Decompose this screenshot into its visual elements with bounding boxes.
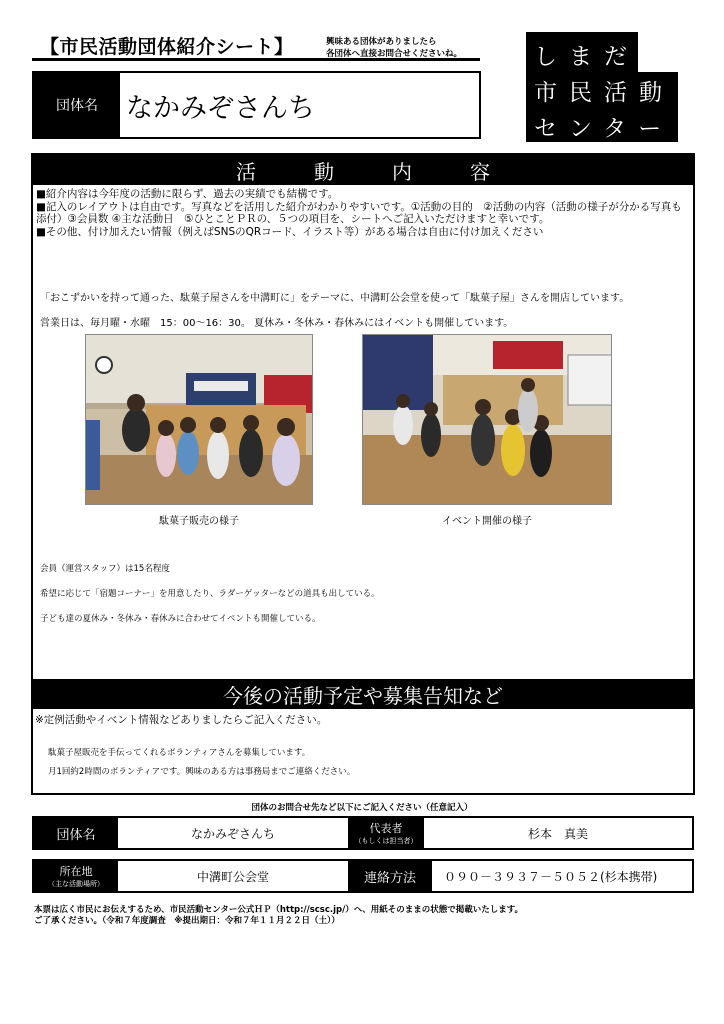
event-photo [362,334,612,505]
contact-location-label-cell [34,861,118,891]
instruction-1: ■紹介内容は今年度の活動に限らず、過去の実績でも結構です。 [36,188,339,200]
contact-rep-label-cell [348,818,424,848]
seasonal-events-note: 子ども達の夏休み・冬休み・春休みに合わせてイベントも開催している。 [40,614,321,624]
activity-intro: 「おこずかいを持って通った、駄菓子屋さんを中溝町に」をテーマに、中溝町公会堂を使って「駄菓子屋」さんを開店しています。 [40,293,630,304]
contact-row-name [32,816,694,850]
contact-method-value: ０９０－３９３７－５０５２(杉本携帯) [444,869,658,884]
contact-rep-sublabel: （もしくは担当者） [354,837,418,845]
volunteer-recruit-line1: 駄菓子屋販売を手伝ってくれるボランティアさんを募集しています。 [48,748,311,758]
header-note [326,36,462,60]
center-logo [526,32,678,142]
logo-line1: しまだ [534,44,639,70]
logo-line3: センター [534,116,674,142]
contact-location-label: 所在地 [59,865,93,878]
activity-schedule: 営業日は、毎月曜・水曜 15：00～16：30。 夏休み・冬休み・春休みにはイベントも開催しています。 [40,318,514,329]
header-note-line2: 各団体へ直接お問合せくださいね。 [326,49,463,59]
instruction-3: ■その他、付け加えたい情報（例えばSNSのQRコード、イラスト等）がある場合は自由に付け加えください [36,225,544,238]
group-name-label: 団体名 [34,73,120,137]
footer-line1: 本票は広く市民にお伝えするため、市民活動センター公式ＨＰ（http://scsc.jp/）へ、用紙そのままの状態で掲載いたします。 [34,905,524,915]
sheet-title: 【市民活動団体紹介シート】 [40,36,294,58]
contact-name-value: なかみぞさんち [190,826,275,841]
homework-corner-note: 希望に応じて「宿題コーナー」を用意したり、ラダーゲッターなどの道具も出している。 [40,589,380,599]
future-heading: 今後の活動予定や募集告知など [223,683,503,708]
future-note: ※定例活動やイベント情報などありましたらご記入ください。 [35,714,328,726]
member-count: 会員（運営スタッフ）は15名程度 [40,564,170,574]
activity-heading-bar [33,155,693,185]
instruction-2: ■記入のレイアウトは自由です。写真などを活用した紹介がわかりやすいです。①活動の目的 ②活動の内容（活動の様子が分かる写真も添付）③会員数 ④主な活動日 ⑤ひとことＰＲの、５つの項目を、シートへご記入いただけますと幸いです。 [36,200,682,225]
contact-heading: 団体のお問合せ先など以下にご記入ください（任意記入） [251,803,473,813]
group-name-box [32,71,481,139]
header-note-line1: 興味ある団体がありましたら [326,37,437,47]
activity-heading: 活動内容 [236,159,548,184]
logo-line2: 市民活動 [534,80,674,106]
candy-shop-photo [85,334,313,505]
volunteer-recruit-line2: 月1回約2時間のボランティアです。興味のある方は事務局までご連絡ください。 [48,767,356,777]
contact-name-label: 団体名 [34,818,118,848]
footer-line2: ご了承ください。（令和７年度調査 ※提出期日：令和７年１１月２２日（土）） [34,916,340,926]
contact-rep-value: 杉本 真美 [527,826,588,841]
contact-rep-label: 代表者 [369,822,403,835]
contact-row-location [32,859,694,893]
contact-location-value: 中溝町公会堂 [196,869,269,884]
photo-caption-1: 駄菓子販売の様子 [159,516,239,527]
photo-caption-2: イベント開催の様子 [442,516,532,527]
group-name-value: なかみぞさんち [126,92,315,124]
contact-method-label: 連絡方法 [348,861,432,891]
contact-location-sublabel: （主な活動場所） [48,880,104,888]
instructions [36,188,692,238]
footer-note [34,905,523,927]
future-heading-bar [33,679,693,709]
